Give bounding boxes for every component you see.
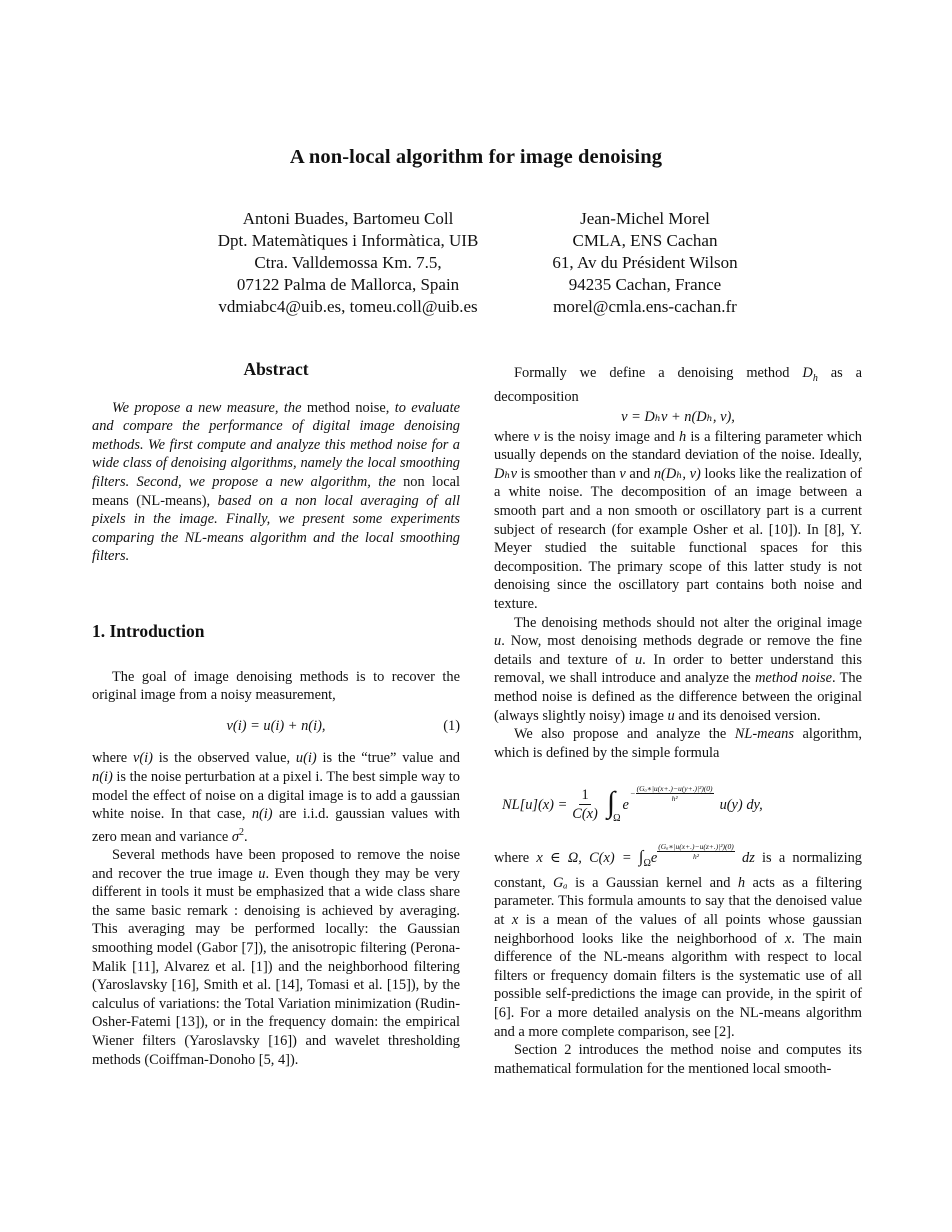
right-paragraph-3: The denoising methods should not alter the original image u. Now, most denoising methods degrade or remove the fine details and texture of u. In order to better understand this removal, we shall introduce and analyze the method noise. The method noise is defined as the difference between the original (always slightly noisy) image u and its denoised version.: [494, 614, 863, 724]
abstract-text: We propose a new measure, the method noise, to evaluate and compare the performance of digital image denoising methods. We first compute and analyze this method noise for a wide class of denoising algorithms, namely the local smoothing filters. Second, we propose a new algorithm, the non local means (NL-means), based on a non local averaging of all pixels in the image. Finally, we present some experiments comparing the NL-means algorithm and the local smoothing filters.: [92, 399, 460, 565]
equation-1-body: v(i) = u(i) + n(i),: [226, 717, 326, 734]
authors-left: [193, 208, 503, 318]
author-line: Dpt. Matemàtiques i Informàtica, UIB: [217, 231, 479, 250]
equation-1-number: (1): [443, 717, 460, 734]
nl-exponent: $\frac{\text{(Gₐ∗|u(x+.)−u(y+.)|²)(0)}}{\text{h²}}$: [636, 783, 713, 803]
author-line: Antoni Buades, Bartomeu Coll: [242, 209, 454, 228]
author-email: morel@cmla.ens-cachan.fr: [553, 297, 737, 316]
right-paragraph-2: where v is the noisy image and h is a filtering parameter which usually depends on the standard deviation of the noise. Ideally, Dₕv is smoother than v and n(Dₕ, v) looks like the realization of a white noise. The decomposition of an image between a smooth part and a non smooth or oscillatory part is a current subject of research (for example Osher et al. [10]). In [8], Y. Meyer studied the suitable functional spaces for this decomposition. The primary scope of this latter study is not denoising since the oscillatory part contains both noise and texture.: [494, 428, 862, 612]
author-line: 61, Av du Président Wilson: [552, 253, 738, 272]
intro-paragraph-1: The goal of image denoising methods is to recover the original image from a noisy measurement,: [92, 668, 460, 704]
right-paragraph-4: We also propose and analyze the NL-means algorithm, which is defined by the simple formula: [494, 726, 862, 761]
authors-right: [520, 208, 770, 318]
abstract-heading: Abstract: [243, 359, 309, 379]
author-email: vdmiabc4@uib.es, tomeu.coll@uib.es: [218, 297, 478, 316]
author-line: Ctra. Valldemossa Km. 7.5,: [254, 253, 442, 272]
nl-lhs: NL[u](x) =: [502, 797, 568, 814]
left-column: [92, 360, 460, 1069]
equation-1: [92, 717, 460, 736]
right-paragraph-6: Section 2 introduces the method noise and computes its mathematical formulation for the mentioned local smooth-: [494, 1042, 862, 1077]
nl-means-equation: NL[u](x) = $\frac{1}{C(x)}$ ∫ Ω e − $\frac{\text{(Gₐ∗|u(x+.)−u(y+.)|²)(0)}}{\text{h²}}$ u(y) dy,: [502, 783, 763, 825]
author-line: CMLA, ENS Cachan: [572, 231, 718, 250]
intro-paragraph-2: where v(i) is the observed value, u(i) is the “true” value and n(i) is the noise perturbation at a pixel i. The best simple way to model the effect of noise on a digital image is to add a gaussian white noise. In that case, n(i) are i.i.d. gaussian values with zero mean and variance $\sigma^2$.: [92, 750, 460, 845]
intro-paragraph-3: Several methods have been proposed to remove the noise and recover the true image u. Even though they may be very different in tools it must be emphasized that a wide class share the same basic remark : denoising is achieved by averaging. This averaging may be performed locally: the Gaussian smoothing model (Gabor [7]), the anisotropic filtering (Perona-Malik [11], Alvarez et al. [1]) and the neighborhood filtering (Yaroslavsky [16], Smith et al. [14], Tomasi et al. [15]), by the calculus of variations: the Total Variation minimization (Rudin-Osher-Fatemi [13]), or in the frequency domain: the empirical Wiener filters (Yaroslavsky [16]) and wavelet thresholding methods (Coiffman-Donoho [5, 4]).: [92, 847, 460, 1068]
intro-heading: 1. Introduction: [92, 620, 205, 641]
paper-title: A non-local algorithm for image denoising: [289, 146, 663, 168]
author-line: 94235 Cachan, France: [568, 275, 722, 294]
right-paragraph-5: where x ∈ Ω, $C(x) = \int_\Omega e$ $\frac{\text{(Gₐ∗|u(x+.)−u(z+.)|²)(0)}}{\text{h²}}$ dz is a normalizing constant, Gₐ is a Gaussian kernel and h acts as a filtering parameter. This formula amounts to say that the denoised value at x is a mean of the values of all points whose gaussian neighborhood looks like the neighborhood of x. The main difference of the NL-means algorithm with respect to local filters or frequency domain filters is the systematic use of all possible self-predictions the image can provide, in the spirit of [6]. For a more detailed analysis on the NL-means algorithm and a more complete comparison, see [2].: [494, 841, 862, 1040]
author-line: Jean-Michel Morel: [580, 209, 710, 228]
integral-sign: ∫: [606, 786, 616, 820]
right-column: [494, 364, 862, 1078]
right-paragraph-1: Formally we define a denoising method $D_h$ as a decomposition: [494, 365, 862, 406]
equation-decomposition: v = Dₕv + n(Dₕ, v),: [621, 409, 735, 426]
nl-fraction: $\frac{1}{C(x)}$: [572, 787, 598, 823]
author-line: 07122 Palma de Mallorca, Spain: [236, 275, 460, 294]
